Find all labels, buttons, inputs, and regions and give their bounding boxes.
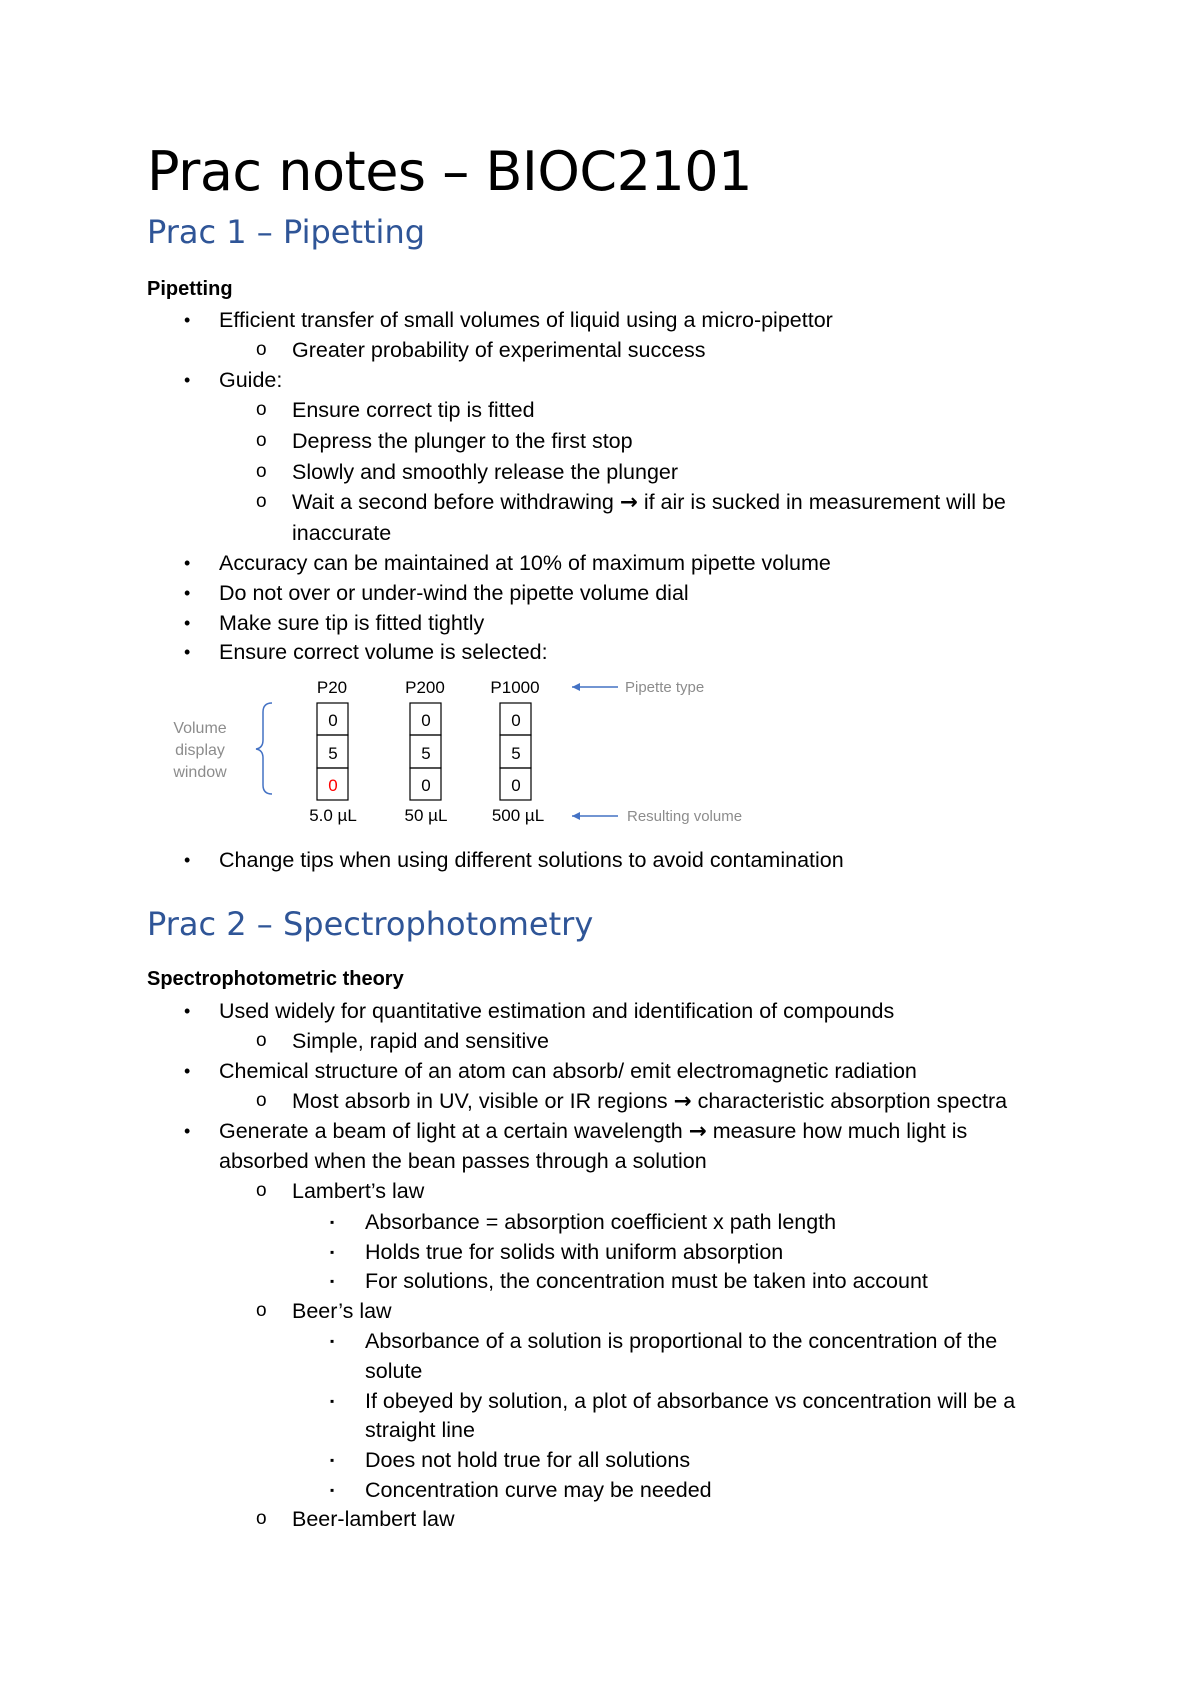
list-item: Ensure correct volume is selected: xyxy=(219,640,548,664)
list-item-text: Most absorb in UV, visible or IR regions xyxy=(292,1089,674,1113)
bullet: • xyxy=(184,1001,191,1021)
list-item: Guide: xyxy=(219,368,283,392)
list-item xyxy=(292,1086,1007,1117)
digit: 0 xyxy=(421,711,431,730)
list-item: Beer’s law xyxy=(292,1299,392,1323)
bullet: • xyxy=(184,310,191,330)
square-bullet: ▪ xyxy=(330,1334,335,1348)
list-item: Greater probability of experimental success xyxy=(292,338,706,362)
digit: 0 xyxy=(328,711,338,730)
list-item: Does not hold true for all solutions xyxy=(365,1448,691,1472)
digit: 0 xyxy=(421,776,431,795)
pipette-type-label: Pipette type xyxy=(625,679,705,696)
list-item: Concentration curve may be needed xyxy=(365,1478,712,1502)
digit: 5 xyxy=(421,744,431,763)
list-item: Ensure correct tip is fitted xyxy=(292,398,535,422)
pipette-name-label: P200 xyxy=(405,678,445,697)
arrow-right-icon: → xyxy=(619,490,638,515)
pipette-type-arrowhead xyxy=(572,683,580,691)
resulting-volume-value: 5.0 µL xyxy=(309,806,357,825)
list-item: Make sure tip is fitted tightly xyxy=(219,611,485,635)
curly-brace xyxy=(256,703,272,794)
list-item-continuation: absorbed when the bean passes through a solution xyxy=(219,1149,707,1173)
list-item-continuation: straight line xyxy=(365,1418,475,1442)
list-item: Do not over or under-wind the pipette volume dial xyxy=(219,581,689,605)
sub-bullet: o xyxy=(256,461,267,482)
volume-display-window-label: window xyxy=(173,764,227,781)
prac2-heading: Prac 2 – Spectrophotometry xyxy=(147,905,594,943)
sub-bullet: o xyxy=(256,1508,267,1529)
list-item-continuation: inaccurate xyxy=(292,521,392,545)
prac1-subheading: Pipetting xyxy=(147,278,233,300)
square-bullet: ▪ xyxy=(330,1245,335,1259)
pipette-volume-figure xyxy=(0,670,1200,830)
list-item-text: measure how much light is xyxy=(706,1119,968,1143)
bullet: • xyxy=(184,553,191,573)
resulting-volume-value: 50 µL xyxy=(404,806,448,825)
list-item-text: if air is sucked in measurement will be xyxy=(637,490,1006,514)
sub-bullet: o xyxy=(256,399,267,420)
list-item: Used widely for quantitative estimation and identification of compounds xyxy=(219,999,895,1023)
document-title: Prac notes – BIOC2101 xyxy=(147,140,752,203)
bullet: • xyxy=(184,1061,191,1081)
list-item: Slowly and smoothly release the plunger xyxy=(292,460,679,484)
list-item: Chemical structure of an atom can absorb/ emit electromagnetic radiation xyxy=(219,1059,917,1083)
list-item: Efficient transfer of small volumes of liquid using a micro-pipettor xyxy=(219,308,833,332)
bullet: • xyxy=(184,613,191,633)
list-item-text: Wait a second before withdrawing xyxy=(292,490,620,514)
sub-bullet: o xyxy=(256,491,267,512)
list-item-continuation: solute xyxy=(365,1359,423,1383)
digit: 5 xyxy=(328,744,338,763)
digit: 5 xyxy=(511,744,521,763)
list-item: Change tips when using different solutions to avoid contamination xyxy=(219,848,844,872)
bullet: • xyxy=(184,642,191,662)
square-bullet: ▪ xyxy=(330,1215,335,1229)
list-item: If obeyed by solution, a plot of absorbance vs concentration will be a xyxy=(365,1389,1016,1413)
digit: 0 xyxy=(511,711,521,730)
sub-bullet: o xyxy=(256,1300,267,1321)
sub-bullet: o xyxy=(256,430,267,451)
list-item: Lambert’s law xyxy=(292,1179,425,1203)
bullet: • xyxy=(184,370,191,390)
list-item xyxy=(219,1116,967,1147)
square-bullet: ▪ xyxy=(330,1394,335,1408)
list-item: Holds true for solids with uniform absorption xyxy=(365,1240,784,1264)
resulting-volume-arrowhead xyxy=(572,812,580,820)
prac2-subheading: Spectrophotometric theory xyxy=(147,968,404,990)
digit-highlighted: 0 xyxy=(328,776,338,795)
list-item: Beer-lambert law xyxy=(292,1507,455,1531)
resulting-volume-label: Resulting volume xyxy=(627,808,743,825)
bullet: • xyxy=(184,850,191,870)
volume-display-window-label: display xyxy=(175,742,225,759)
volume-display-window-label: Volume xyxy=(173,720,227,737)
resulting-volume-value: 500 µL xyxy=(491,806,545,825)
bullet: • xyxy=(184,1121,191,1141)
sub-bullet: o xyxy=(256,1030,267,1051)
arrow-right-icon: → xyxy=(673,1089,692,1114)
list-item: Absorbance = absorption coefficient x path length xyxy=(365,1210,837,1234)
prac1-heading: Prac 1 – Pipetting xyxy=(147,213,426,251)
bullet: • xyxy=(184,583,191,603)
pipette-name-label: P1000 xyxy=(490,678,540,697)
list-item-text: characteristic absorption spectra xyxy=(691,1089,1008,1113)
square-bullet: ▪ xyxy=(330,1483,335,1497)
digit: 0 xyxy=(511,776,521,795)
square-bullet: ▪ xyxy=(330,1274,335,1288)
sub-bullet: o xyxy=(256,1180,267,1201)
list-item: Accuracy can be maintained at 10% of maximum pipette volume xyxy=(219,551,831,575)
arrow-right-icon: → xyxy=(688,1119,707,1144)
pipette-name-label: P20 xyxy=(316,678,348,697)
list-item: Absorbance of a solution is proportional to the concentration of the xyxy=(365,1329,998,1353)
sub-bullet: o xyxy=(256,1090,267,1111)
square-bullet: ▪ xyxy=(330,1453,335,1467)
list-item: Simple, rapid and sensitive xyxy=(292,1029,549,1053)
list-item xyxy=(292,487,1006,518)
list-item: For solutions, the concentration must be taken into account xyxy=(365,1269,928,1293)
list-item-text: Generate a beam of light at a certain wavelength xyxy=(219,1119,689,1143)
list-item: Depress the plunger to the first stop xyxy=(292,429,633,453)
sub-bullet: o xyxy=(256,339,267,360)
